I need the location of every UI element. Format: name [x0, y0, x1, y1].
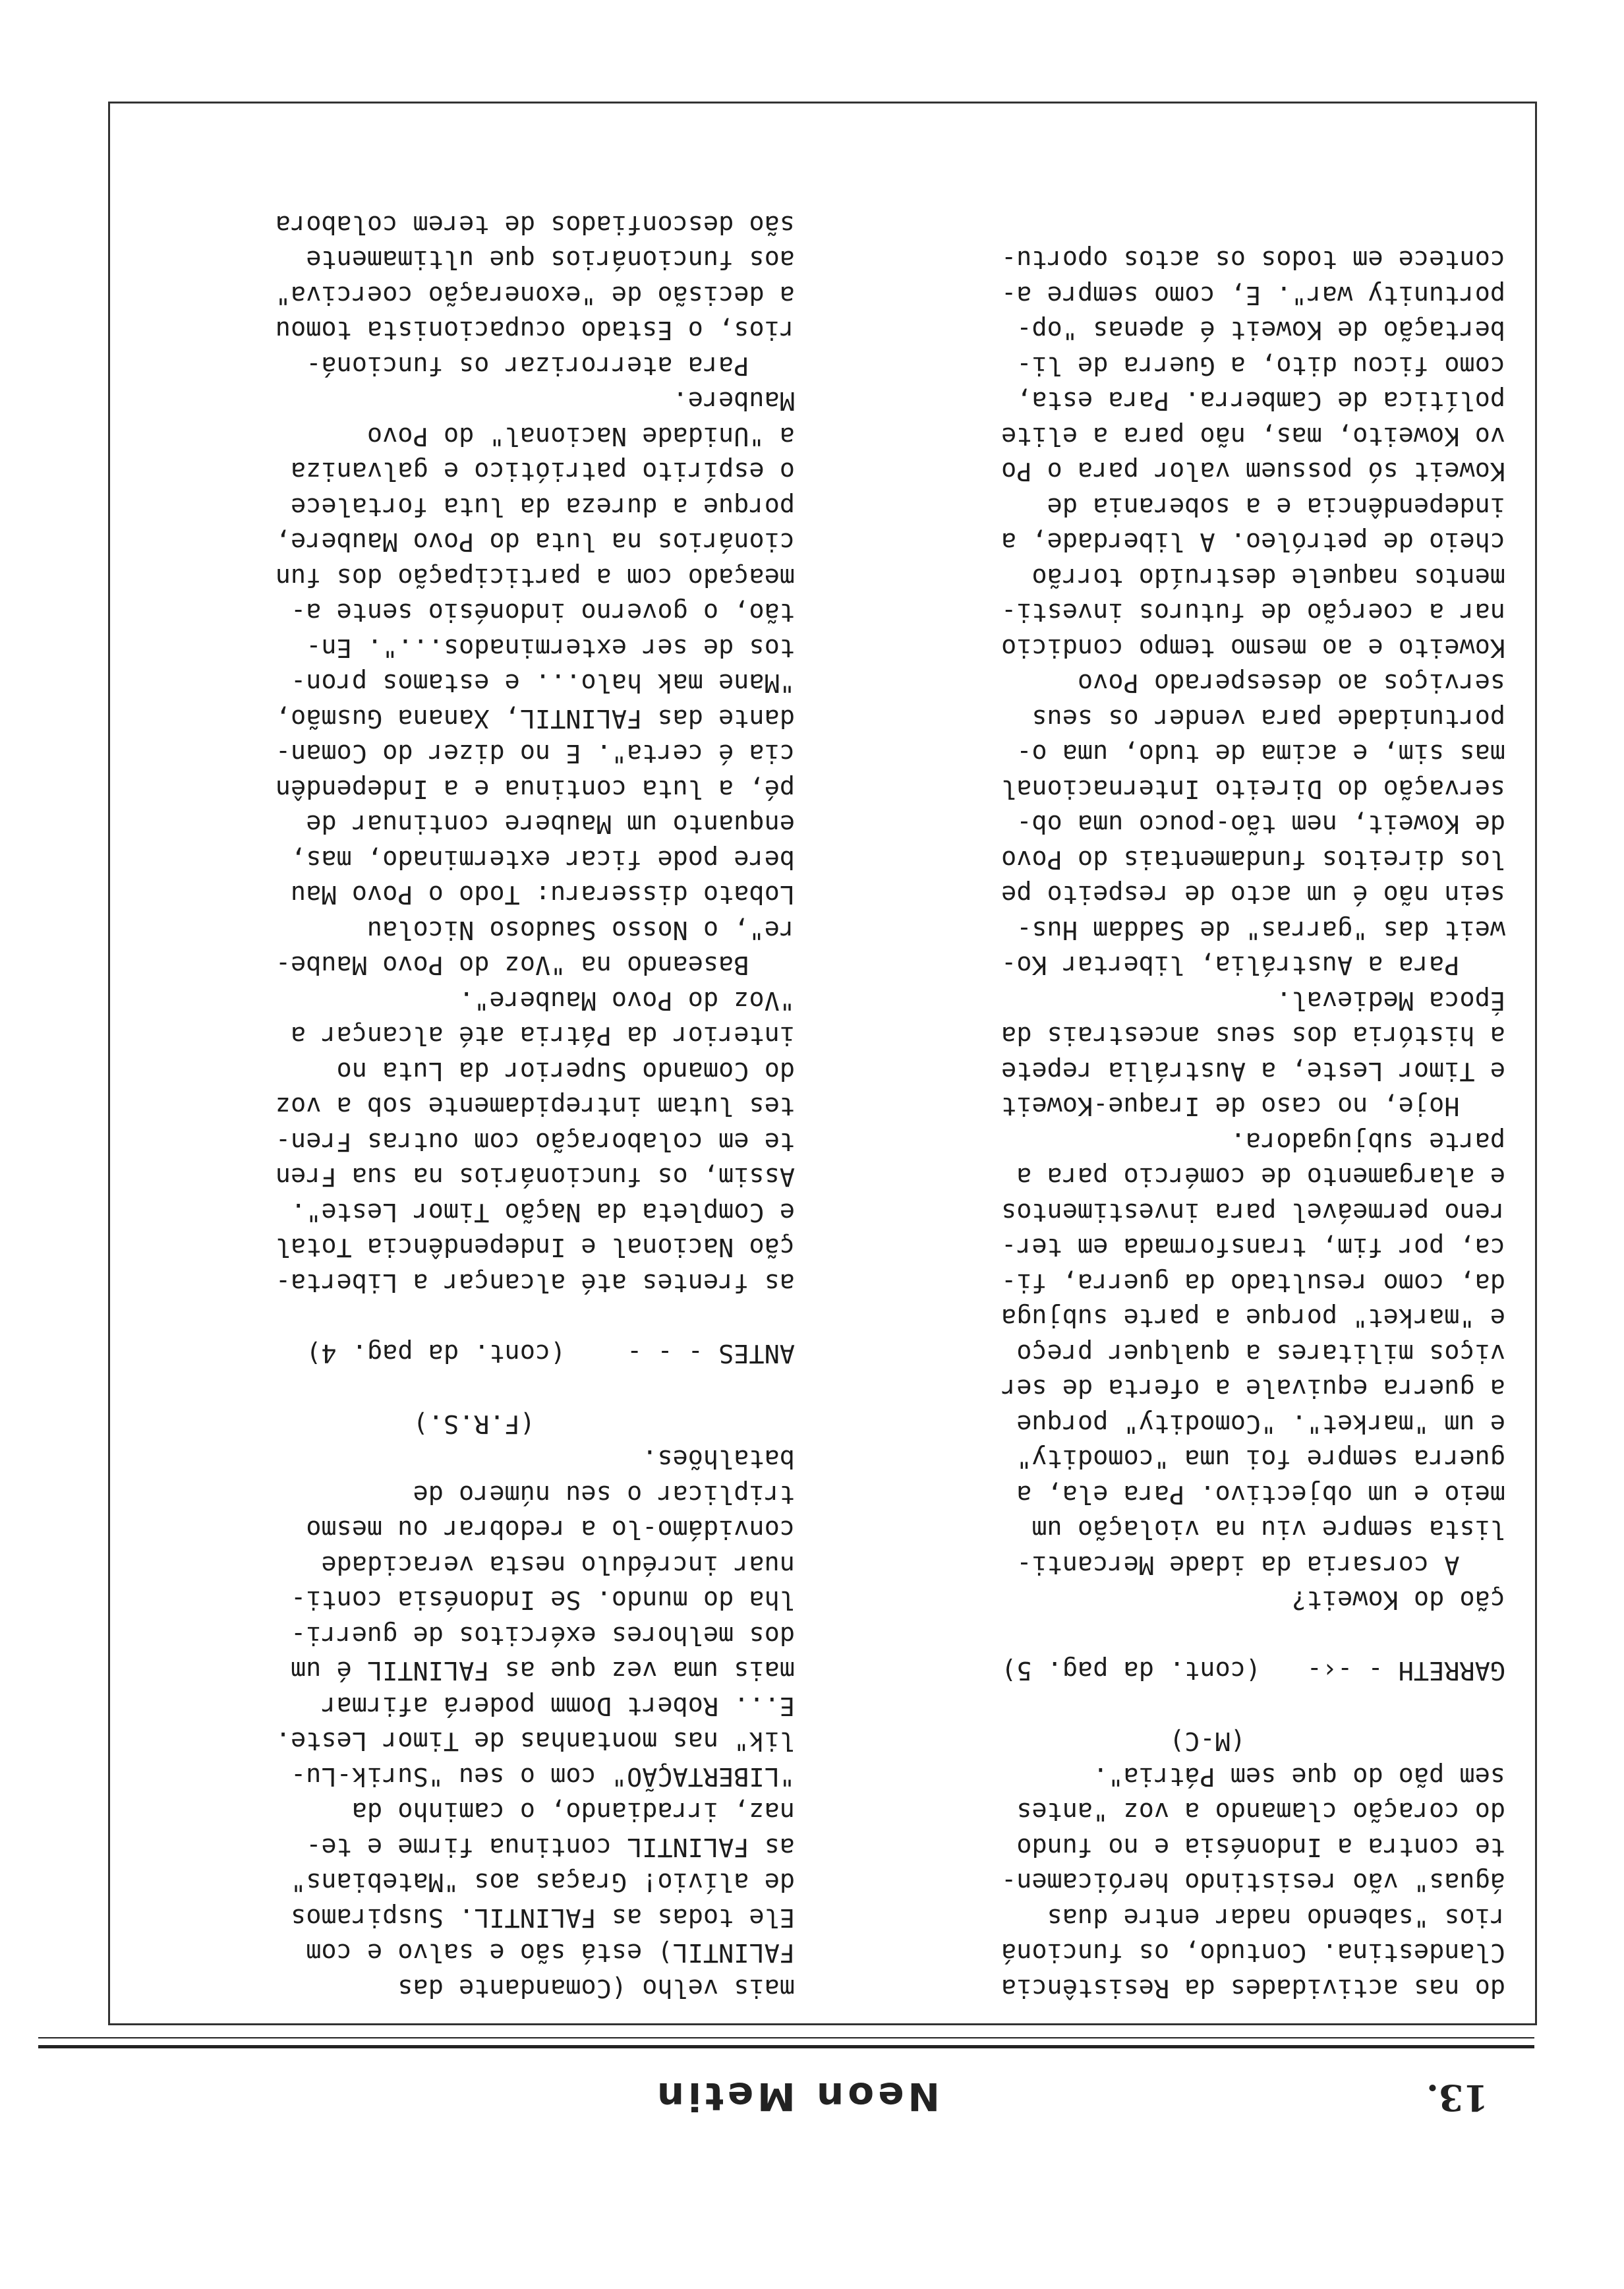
text-line: Clandestina. Contudo, os funcioná: [1001, 1938, 1505, 1968]
text-line: porque a dureza da luta fortalece: [291, 492, 795, 521]
text-line: "Voz do Povo Maubere".: [459, 986, 795, 1015]
text-line: sein não é um acto de respeito pe: [1001, 879, 1505, 910]
text-line: Para a Austrália, libertar Ko-: [1001, 950, 1505, 980]
text-line: mais uma vez que as FALINTIL é um: [291, 1655, 795, 1686]
text-line: Maubere.: [672, 386, 795, 416]
text-line: batalhões.: [642, 1444, 795, 1474]
text-line: Época Medieval.: [1276, 986, 1505, 1015]
text-line: nuar incrédulo nesta veracidade: [321, 1550, 795, 1580]
text-line: mais velho (Comandante das: [397, 1973, 795, 2003]
text-line: como ficou dito, a Guerra de li-: [1016, 351, 1505, 380]
text-line: guerra sempre foi uma "comodity": [1016, 1444, 1505, 1474]
text-line: dos melhores exércitos de guerri-: [291, 1620, 795, 1650]
header-rule-thin: [38, 2037, 1534, 2038]
text-line: portunity war". E, como sempre a-: [1001, 280, 1505, 310]
text-line: Assim, os funcionários na sua Fren: [275, 1162, 795, 1192]
text-line: tes lutam intrepidamente sob a voz: [275, 1091, 795, 1121]
text-line: ANTES - - - (cont. da pag. 4): [306, 1338, 795, 1368]
text-line: nar a coerção de futuros investi-: [1001, 597, 1505, 628]
text-line: bertação de Koweit é apenas "op-: [1016, 315, 1505, 345]
text-line: "Mane mak halo... e estamos pron-: [291, 668, 795, 698]
text-line: (F.R.S.): [413, 1409, 795, 1439]
text-line: de alívio! Graças aos "Matebians": [291, 1867, 795, 1897]
text-line: [859, 1688, 1505, 1724]
text-line: reno permeável para investimentos: [1001, 1197, 1505, 1227]
text-line: [149, 1300, 795, 1336]
text-line: enquanto um Maubere continuar de: [306, 809, 795, 839]
text-line: a decisão de "exoneração coerciva": [275, 280, 795, 310]
text-line: (M-C): [1169, 1726, 1505, 1756]
text-line: rios "sabendo nadar entre duas: [1047, 1903, 1505, 1932]
text-line: a guerra equivale a oferta de ser: [1001, 1373, 1505, 1404]
text-line: do coração clamando a voz "antes: [1016, 1797, 1505, 1827]
text-line: weit das "garras" de Saddam Hus-: [1016, 915, 1505, 945]
text-line: mentos naquele destruído torrão: [1031, 562, 1505, 592]
text-line: Lobato disseraru: Todo o Povo Mau: [291, 879, 795, 910]
text-line: parte subjugadora.: [1230, 1127, 1505, 1156]
text-line: lha do mundo. Se Indonésia conti-: [291, 1585, 795, 1615]
text-line: as FALINTIL continua firme e te-: [306, 1832, 795, 1862]
left-text-column: [859, 242, 1505, 2006]
text-line: as frentes até alcançar a Liberta-: [275, 1268, 795, 1297]
text-line: naz, irradiando, o caminho da: [351, 1797, 795, 1827]
page-number: 13.: [1426, 2077, 1488, 2119]
text-line: cheio de petróleo. A liberdade, a: [1001, 527, 1505, 557]
text-line: contece em todos os actos oportu-: [1001, 245, 1505, 275]
text-line: re", o Nosso Saudoso Nicolau: [366, 915, 795, 945]
text-line: tão, o governo indonésio sente a-: [291, 597, 795, 628]
text-line: e um "market". "Comodity" porque: [1016, 1409, 1505, 1439]
text-line: convidámo-lo a redobrar ou mesmo: [306, 1514, 795, 1545]
text-line: A corsaria da idade Mercanti-: [1016, 1550, 1505, 1580]
text-line: lista sempre viu na violação um: [1031, 1514, 1505, 1545]
text-line: cionários na luta do Povo Maubere,: [275, 527, 795, 557]
text-line: Para aterrorizar os funcioná-: [306, 351, 795, 380]
text-line: Koweito e ao mesmo tempo condicio: [1001, 633, 1505, 663]
text-line: independência e a soberania de: [1047, 492, 1505, 521]
text-line: portunidade para vender os seus: [1031, 703, 1505, 733]
text-line: ca, por fim, transformada em ter-: [1001, 1232, 1505, 1263]
text-line: Koweit só possuem valor para o Po: [1001, 456, 1505, 487]
text-line: serviços ao desesperado Povo: [1077, 668, 1505, 698]
text-line: meio e um objectivo. Para ela, a: [1016, 1479, 1505, 1509]
text-line: e "market" porque a parte subjuga: [1001, 1303, 1505, 1333]
text-line: rios, o Estado ocupacionista tomou: [275, 315, 795, 345]
text-line: [859, 1618, 1505, 1653]
text-line: a história dos seus ancestrais da: [1001, 1021, 1505, 1051]
text-line: ção Nacional e Independência Total: [275, 1232, 795, 1263]
text-line: triplicar o seu número de: [413, 1479, 795, 1509]
text-line: Hoje, no caso de Iraque-Koweit: [1001, 1091, 1505, 1121]
text-line: vo Koweito, mas, não para a elite: [1001, 421, 1505, 451]
text-line: los direitos fundamentais do Povo: [1001, 845, 1505, 874]
text-line: da, como resultado da guerra, fi-: [1001, 1268, 1505, 1297]
text-line: Ele todas as FALINTIL. Suspiramos: [291, 1903, 795, 1932]
text-line: meaçado com a participação dos fun: [275, 562, 795, 592]
text-line: FALINTIL) está são e salvo e com: [306, 1938, 795, 1968]
text-line: o espírito patriótico e galvaniza: [291, 456, 795, 487]
right-text-column: [149, 207, 795, 2006]
text-line: viços militares a qualquer preço: [1016, 1338, 1505, 1368]
text-line: lik" nas montanhas de Timor Leste.: [275, 1726, 795, 1756]
text-line: ção do Koweit?: [1291, 1585, 1505, 1615]
text-line: cia é certa". E no dizer do Coman-: [275, 738, 795, 769]
header-rule-thick: [38, 2045, 1534, 2048]
text-line: Baseando na "Voz do Povo Maube-: [275, 950, 795, 980]
text-line: te em colaboração com outras Fren-: [275, 1127, 795, 1156]
text-line: política de Camberra. Para esta,: [1016, 386, 1505, 416]
text-line: sem pão do que sem Pátria".: [1093, 1762, 1505, 1791]
text-line: são desconfiados de terem colabora: [275, 210, 795, 239]
text-line: de Koweit, nem tão-pouco uma ob-: [1016, 809, 1505, 839]
text-line: E... Robert Domm poderá afirmar: [321, 1691, 795, 1721]
text-line: a "Unidade Nacional" do Povo: [366, 421, 795, 451]
magazine-title: Neon Metin: [652, 2074, 940, 2119]
text-line: pé, a luta continua e a Independên: [275, 774, 795, 804]
text-line: e alargamento de comércio para a: [1016, 1162, 1505, 1192]
text-line: interior da Pátria até alcançar a: [291, 1021, 795, 1051]
text-line: águas" vão resistindo heróicamen-: [1001, 1867, 1505, 1897]
page-header: [38, 2073, 1533, 2119]
text-line: e Timor Leste, a Austrália repete: [1001, 1056, 1505, 1086]
text-line: "LIBERTAÇÃO" com o seu "Surik-Lu-: [291, 1762, 795, 1791]
text-line: do Comando Superior da Luta no: [336, 1056, 795, 1086]
text-line: mas sim, e acima de tudo, uma o-: [1016, 738, 1505, 769]
text-line: bere pode ficar exterminado, mas,: [291, 845, 795, 874]
text-line: do nas actividades da Resistência: [1001, 1973, 1505, 2003]
text-line: tos de ser exterminados...". En-: [306, 633, 795, 663]
text-line: [149, 1371, 795, 1406]
text-line: servação do Direito Internacional: [1001, 774, 1505, 804]
text-line: te contra a Indonésia e no fundo: [1016, 1832, 1505, 1862]
text-line: dante das FALINTIL, Xanana Gusmão,: [275, 703, 795, 733]
text-line: e Completa da Nação Timor Leste".: [291, 1197, 795, 1227]
text-line: GARRETH - -‹- (cont. da pag. 5): [1001, 1655, 1505, 1686]
text-line: aos funcionários que ultimamente: [306, 245, 795, 275]
